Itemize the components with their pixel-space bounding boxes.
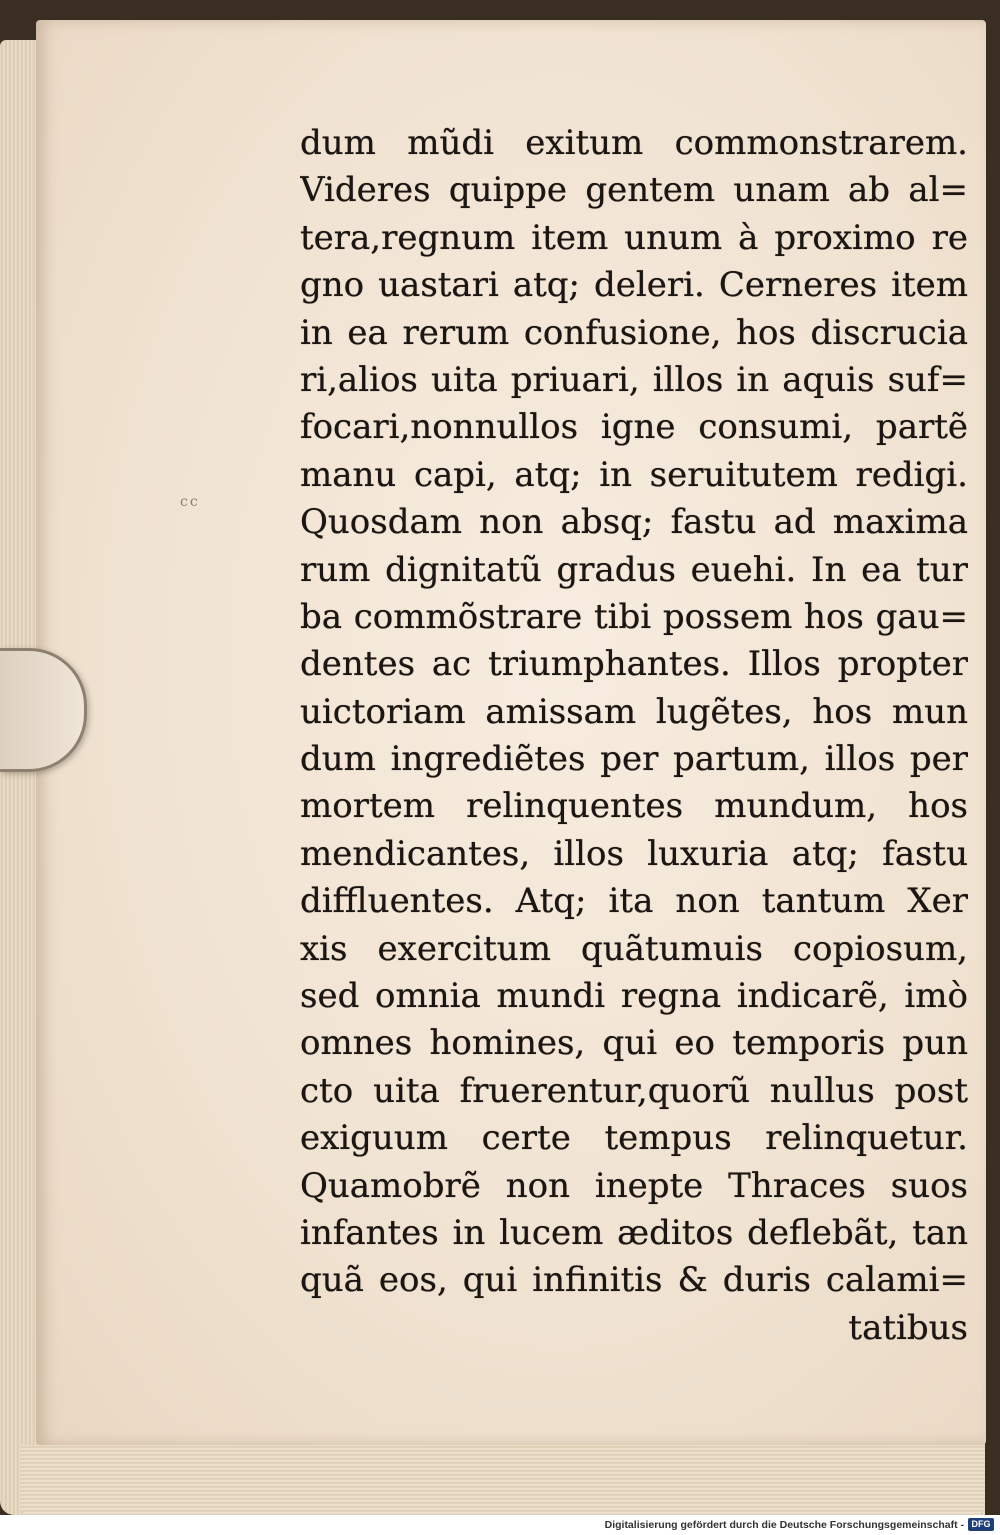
- text-line: Quosdam non absq; fastu ad maxima: [300, 502, 968, 543]
- text-line: focari,nonnullos igne consumi, partẽ: [300, 407, 968, 448]
- text-line: xis exercitum quãtumuis copiosum,: [300, 928, 968, 969]
- page-text-block: [300, 120, 968, 1352]
- text-line: cto uita fruerentur,quorũ nullus post: [300, 1070, 968, 1111]
- text-line: gno uastari atq; deleri. Cerneres item: [300, 265, 968, 306]
- text-line: ba commõstrare tibi possem hos gau=: [300, 596, 968, 637]
- text-line: quã eos, qui infinitis & duris calami=: [300, 1260, 968, 1301]
- text-line: dentes ac triumphantes. Illos propter: [300, 644, 968, 685]
- text-line: ri,alios uita priuari, illos in aquis suf=: [300, 359, 968, 400]
- text-line: omnes homines, qui eo temporis pun: [300, 1023, 968, 1064]
- text-line: Videres quippe gentem unam ab al=: [300, 170, 968, 211]
- bottom-page-edges: [20, 1445, 985, 1515]
- text-line: tatibus: [848, 1307, 968, 1348]
- text-line: dum ingrediẽtes per partum, illos per: [300, 739, 968, 780]
- text-line: Quamobrẽ non inepte Thraces suos: [300, 1165, 968, 1206]
- text-line: in ea rerum confusione, hos discrucia: [300, 312, 968, 353]
- text-line: manu capi, atq; in seruitutem redigi.: [300, 454, 968, 495]
- text-line: diffluentes. Atq; ita non tantum Xer: [300, 881, 968, 922]
- dfg-logo-icon: DFG: [968, 1518, 994, 1531]
- text-line: exiguum certe tempus relinquetur.: [300, 1118, 968, 1159]
- text-line: infantes in lucem æditos deflebãt, tan: [300, 1212, 968, 1253]
- text-line: rum dignitatũ gradus euehi. In ea tur: [300, 549, 968, 590]
- text-line: tera,regnum item unum à proximo re: [300, 217, 968, 258]
- text-line: mortem relinquentes mundum, hos: [300, 786, 968, 827]
- text-line: mendicantes, illos luxuria atq; fastu: [300, 833, 968, 874]
- margin-mark: cc: [180, 494, 200, 510]
- text-line: uictoriam amissam lugẽtes, hos mun: [300, 691, 968, 732]
- text-line: sed omnia mundi regna indicarẽ, imò: [300, 976, 968, 1017]
- attribution-text: Digitalisierung gefördert durch die Deutsche Forschungsgemeinschaft -: [604, 1519, 964, 1531]
- attribution-bar: [0, 1515, 1000, 1535]
- text-line: dum mũdi exitum commonstrarem.: [300, 123, 968, 163]
